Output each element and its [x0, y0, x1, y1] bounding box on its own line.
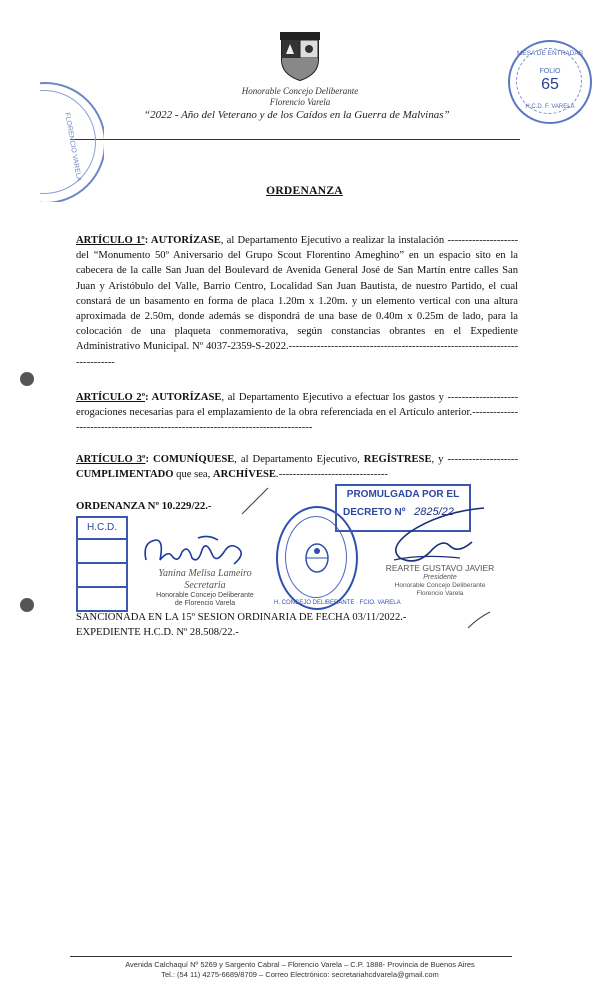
mesa-entradas-top-text: MESA DE ENTRADAS [516, 50, 584, 57]
concejo-seal-text: H. CONCEJO DELIBERANTE · FCIO. VARELA [274, 600, 401, 606]
footer-address: Avenida Calchaquí Nº 5269 y Sargento Cabral – Florencio Varela – C.P. 1888- Provincia de Buenos Aires [125, 960, 475, 969]
article-3-t2: , y [431, 454, 444, 465]
article-3: ARTÍCULO 3º: COMUNÍQUESE, al Departamento Ejecutivo, REGÍSTRESE, y -------------------- CUMPLIMENTADO que sea, ARCHÍVESE.------------------------------- [76, 454, 519, 481]
footer-rule [70, 956, 512, 957]
left-seal-text: FLORENCIO VARELA [63, 112, 83, 183]
mesa-folio-number: 65 [541, 76, 559, 93]
hcd-box-label: H.C.D. [78, 518, 126, 540]
document-title: ORDENANZA [266, 185, 343, 197]
article-1-label: ARTÍCULO 1º [76, 235, 145, 246]
article-3-t3: que sea, [173, 469, 213, 481]
article-2-text-b: erogaciones necesarias para el emplazamiento de la obra referenciada en el Artículo anterior.-------------------------------------------------------------------------------- [76, 407, 518, 434]
article-2-verb: AUTORÍZASE [151, 392, 222, 403]
secretary-name: Yanina Melisa Lameiro [158, 568, 252, 579]
article-3-w2: REGÍSTRESE [363, 454, 432, 465]
header-motto: “2022 - Año del Veterano y de los Caídos en la Guerra de Malvinas” [144, 109, 450, 121]
president-name: REARTE GUSTAVO JAVIER [385, 563, 495, 573]
mesa-bottom-text: H.C.D. F. VARELA [525, 104, 575, 110]
handwritten-check [466, 610, 492, 630]
article-2-text-a: , al Departamento Ejecutivo a efectuar los gastos y [221, 392, 444, 403]
header-institution: Honorable Concejo Deliberante [241, 86, 359, 96]
secretary-org2: de Florencio Varela [174, 600, 236, 607]
article-3-dashes: -------------------- [447, 454, 519, 465]
president-org1: Honorable Concejo Deliberante [394, 582, 486, 589]
coat-of-arms-logo [276, 30, 324, 82]
expediente-line: EXPEDIENTE H.C.D. Nº 28.508/22.- [76, 627, 239, 638]
article-1-dashes: -------------------- [447, 235, 518, 246]
president-signature [380, 502, 490, 568]
header-rule [70, 139, 520, 140]
mesa-entradas-stamp [508, 40, 592, 124]
article-2-dashes: -------------------- [447, 392, 519, 403]
promulgada-number: 2825/22 [414, 506, 454, 518]
article-1-text-a: , al Departamento Ejecutivo a realizar la instalación [220, 235, 445, 246]
article-2: ARTÍCULO 2º: AUTORÍZASE, al Departamento Ejecutivo a efectuar los gastos y -------------------- erogaciones necesarias para el emplazamiento de la obra referenciada en el Artículo anterior.-------------------------------------------------------------------------------- [76, 392, 519, 434]
article-1-verb: AUTORÍZASE [150, 235, 221, 246]
secretary-role: Secretaria [184, 580, 226, 591]
article-3-w3: CUMPLIMENTADO [76, 469, 174, 481]
ordenanza-number: ORDENANZA Nº 10.229/22.- [76, 500, 212, 512]
article-3-t1: , al Departamento Ejecutivo, [234, 454, 364, 465]
article-3-t4: .------------------------------- [275, 469, 388, 481]
punch-hole-bottom [20, 598, 34, 612]
punch-hole-top [20, 372, 34, 386]
header-city: Florencio Varela [269, 97, 331, 107]
promulgada-line1: PROMULGADA POR EL [346, 489, 460, 500]
mesa-folio-label: FOLIO [539, 68, 561, 75]
article-1-text-b: del “Monumento 50º Aniversario del Grupo Scout Florentino Ameghino” en un espacio sito en la cabecera de la calle San Juan del Boulevard de Avenida General José de San Martín entre calles San Juan y Aristóbulo del Valle, Barrio Centro, Localidad San Juan Bautista, de nuestro Partido, el cual constará de un basamento en forma de placa 1.20m x 1.20m. y un elemento vertical con una altura aproximada de 2.50m, donde además se dispondrá de una base de 0.40m x 0.25m de lado, para la colocación de una plaqueta conmemorativa, según constancias obrantes en el Expediente Administrativo Municipal. Nº 4037-2359-S-2022.---------------------------------------------------------------------------- [76, 250, 518, 368]
footer-contact: Tel.: (54 11) 4275-6689/8709 – Correo Electrónico: secretariahcdvarela@gmail.com [161, 970, 439, 979]
sanctioned-line: SANCIONADA EN LA 15º SESION ORDINARIA DE FECHA 03/11/2022.- [76, 612, 407, 623]
hcd-box-row [78, 564, 126, 588]
seal-emblem-icon [302, 542, 332, 574]
article-3-w1: COMUNÍQUESE [153, 454, 235, 465]
article-3-label: ARTÍCULO 3º [76, 454, 146, 465]
secretary-org1: Honorable Concejo Deliberante [156, 592, 254, 599]
hcd-box-stamp [76, 516, 128, 612]
left-seal-stamp [40, 82, 104, 202]
president-org2: Florencio Varela [416, 590, 464, 597]
president-role: Presidente [423, 574, 457, 581]
hcd-box-row [78, 540, 126, 564]
handwritten-mark [236, 484, 276, 520]
article-3-w4: ARCHÍVESE [212, 469, 276, 481]
promulgada-line2: DECRETO Nº [343, 507, 406, 518]
article-1: ARTÍCULO 1º: AUTORÍZASE, al Departamento Ejecutivo a realizar la instalación -------------------- del “Monumento 50º Aniversario del Grupo Scout Florentino Ameghino” en un espacio sito en la cabecera de la calle San Juan del Boulevard de Avenida General José de San Martín entre calles San Juan y Aristóbulo del Valle, Barrio Centro, Localidad San Juan Bautista, de nuestro Partido, el cual constará de un basamento en forma de placa 1.20m x 1.20m. y un elemento vertical con una altura aproximada de 2.50m, donde además se dispondrá de una base de 0.40m x 0.25m de lado, para la colocación de una plaqueta conmemorativa, según constancias obrantes en el Expediente Administrativo Municipal. Nº 4037-2359-S-2022.---------------------------------------------------------------------------- [76, 235, 518, 368]
article-2-label: ARTÍCULO 2º [76, 392, 146, 403]
